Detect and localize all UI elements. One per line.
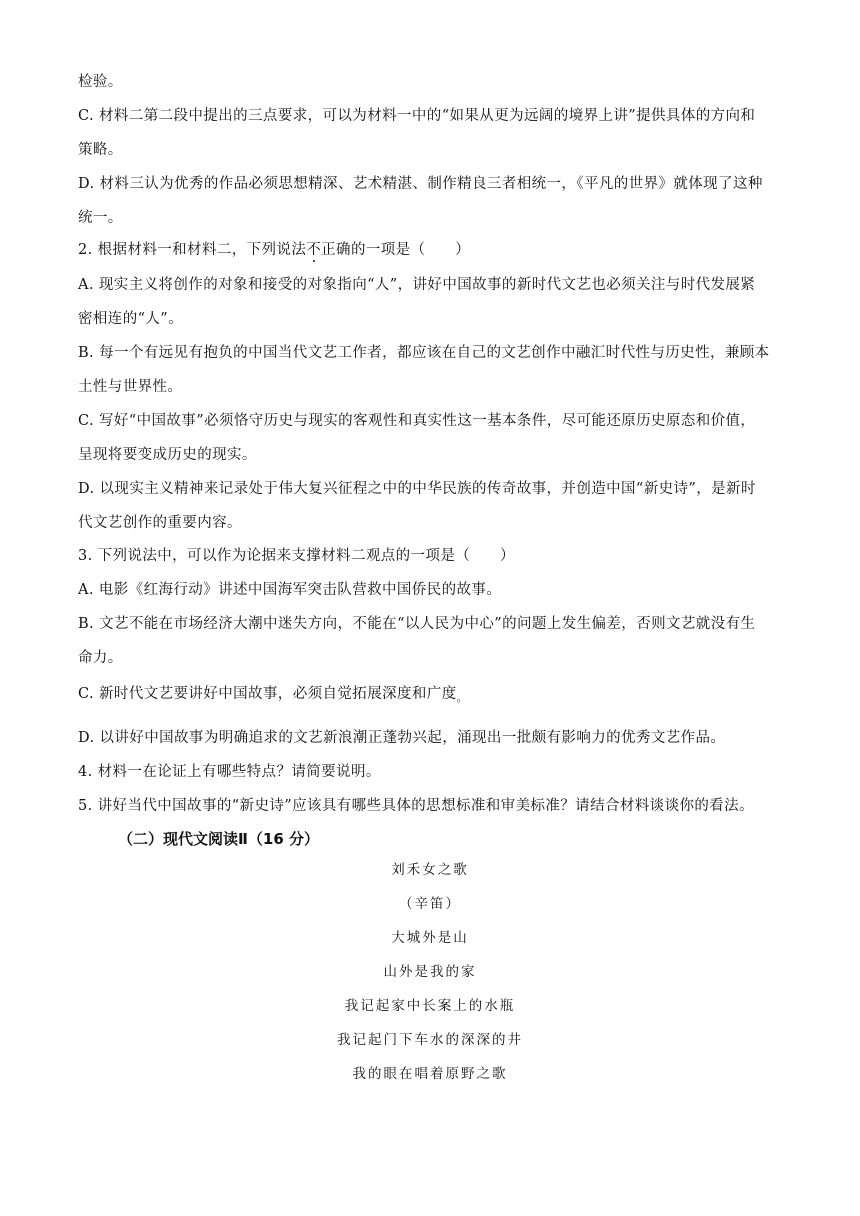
question-2: 2. 根据材料一和材料二，下列说法不正确的一项是（ ） <box>78 242 471 258</box>
poem-line: 我记起门下车水的深深的井 <box>337 1032 523 1048</box>
text-line: 呈现将要变成历史的现实。 <box>78 447 257 463</box>
poem-author: （辛笛） <box>399 896 461 912</box>
question-4: 4. 材料一在论证上有哪些特点？请简要说明。 <box>78 764 381 780</box>
poem-line: 我记起家中长案上的水瓶 <box>344 998 516 1014</box>
poem-line: 我的眼在唱着原野之歌 <box>352 1066 508 1082</box>
option-c-line: C. 材料二第二段中提出的三点要求，可以为材料一中的“如果从更为远阔的境界上讲”提供具体的方向和 <box>78 108 756 124</box>
q3-option-d: D. 以讲好中国故事为明确追求的文艺新浪潮正蓬勃兴起，涌现出一批颇有影响力的优秀文艺作品。 <box>78 730 726 746</box>
q2-option-d: D. 以现实主义精神来记录处于伟大复兴征程之中的中华民族的传奇故事，并创造中国“新史诗”，是新时 <box>78 481 756 497</box>
q3-option-c: C. 新时代文艺要讲好中国故事，必须自觉拓展深度和广度$_。$ <box>78 686 468 704</box>
q2-option-c: C. 写好“中国故事”必须恪守历史与现实的客观性和真实性这一基本条件，尽可能还原历史原态和价值， <box>78 413 756 429</box>
poem-line: 大城外是山 <box>391 930 469 946</box>
text-line: 土性与世界性。 <box>78 379 183 395</box>
q2-option-a: A. 现实主义将创作的对象和接受的对象指向“人”，讲好中国故事的新时代文艺也必须关注与时代发展紧 <box>78 277 756 293</box>
text-line: 代文艺创作的重要内容。 <box>78 515 242 531</box>
text-line: 命力。 <box>78 650 123 666</box>
text-line: 密相连的“人”。 <box>78 311 184 327</box>
text-line: 策略。 <box>78 142 123 158</box>
poem-line: 山外是我的家 <box>383 964 477 980</box>
question-5: 5. 讲好当代中国故事的“新史诗”应该具有哪些具体的思想标准和审美标准？请结合材料谈谈你的看法。 <box>78 798 754 814</box>
question-3: 3. 下列说法中，可以作为论据来支撑材料二观点的一项是（ ） <box>78 548 515 564</box>
text-line: 统一。 <box>78 210 123 226</box>
q3-option-a: A. 电影《红海行动》讲述中国海军突击队营救中国侨民的故事。 <box>78 582 502 598</box>
q3-option-b: B. 文艺不能在市场经济大潮中迷失方向，不能在“以人民为中心”的问题上发生偏差，否则文艺就没有生 <box>78 616 756 632</box>
poem-title: 刘禾女之歌 <box>391 862 469 878</box>
q2-option-b: B. 每一个有远见有抱负的中国当代文艺工作者，都应该在自己的文艺创作中融汇时代性与历史性，兼顾本 <box>78 345 770 361</box>
emphasis-dot-char: 不 <box>306 242 322 258</box>
section-heading: （二）现代文阅读Ⅱ（16 分） <box>118 830 319 848</box>
option-d-line: D. 材料三认为优秀的作品必须思想精深、艺术精湛、制作精良三者相统一，《平凡的世界》就体现了这种 <box>78 176 763 192</box>
text-line: 检验。 <box>78 74 123 90</box>
